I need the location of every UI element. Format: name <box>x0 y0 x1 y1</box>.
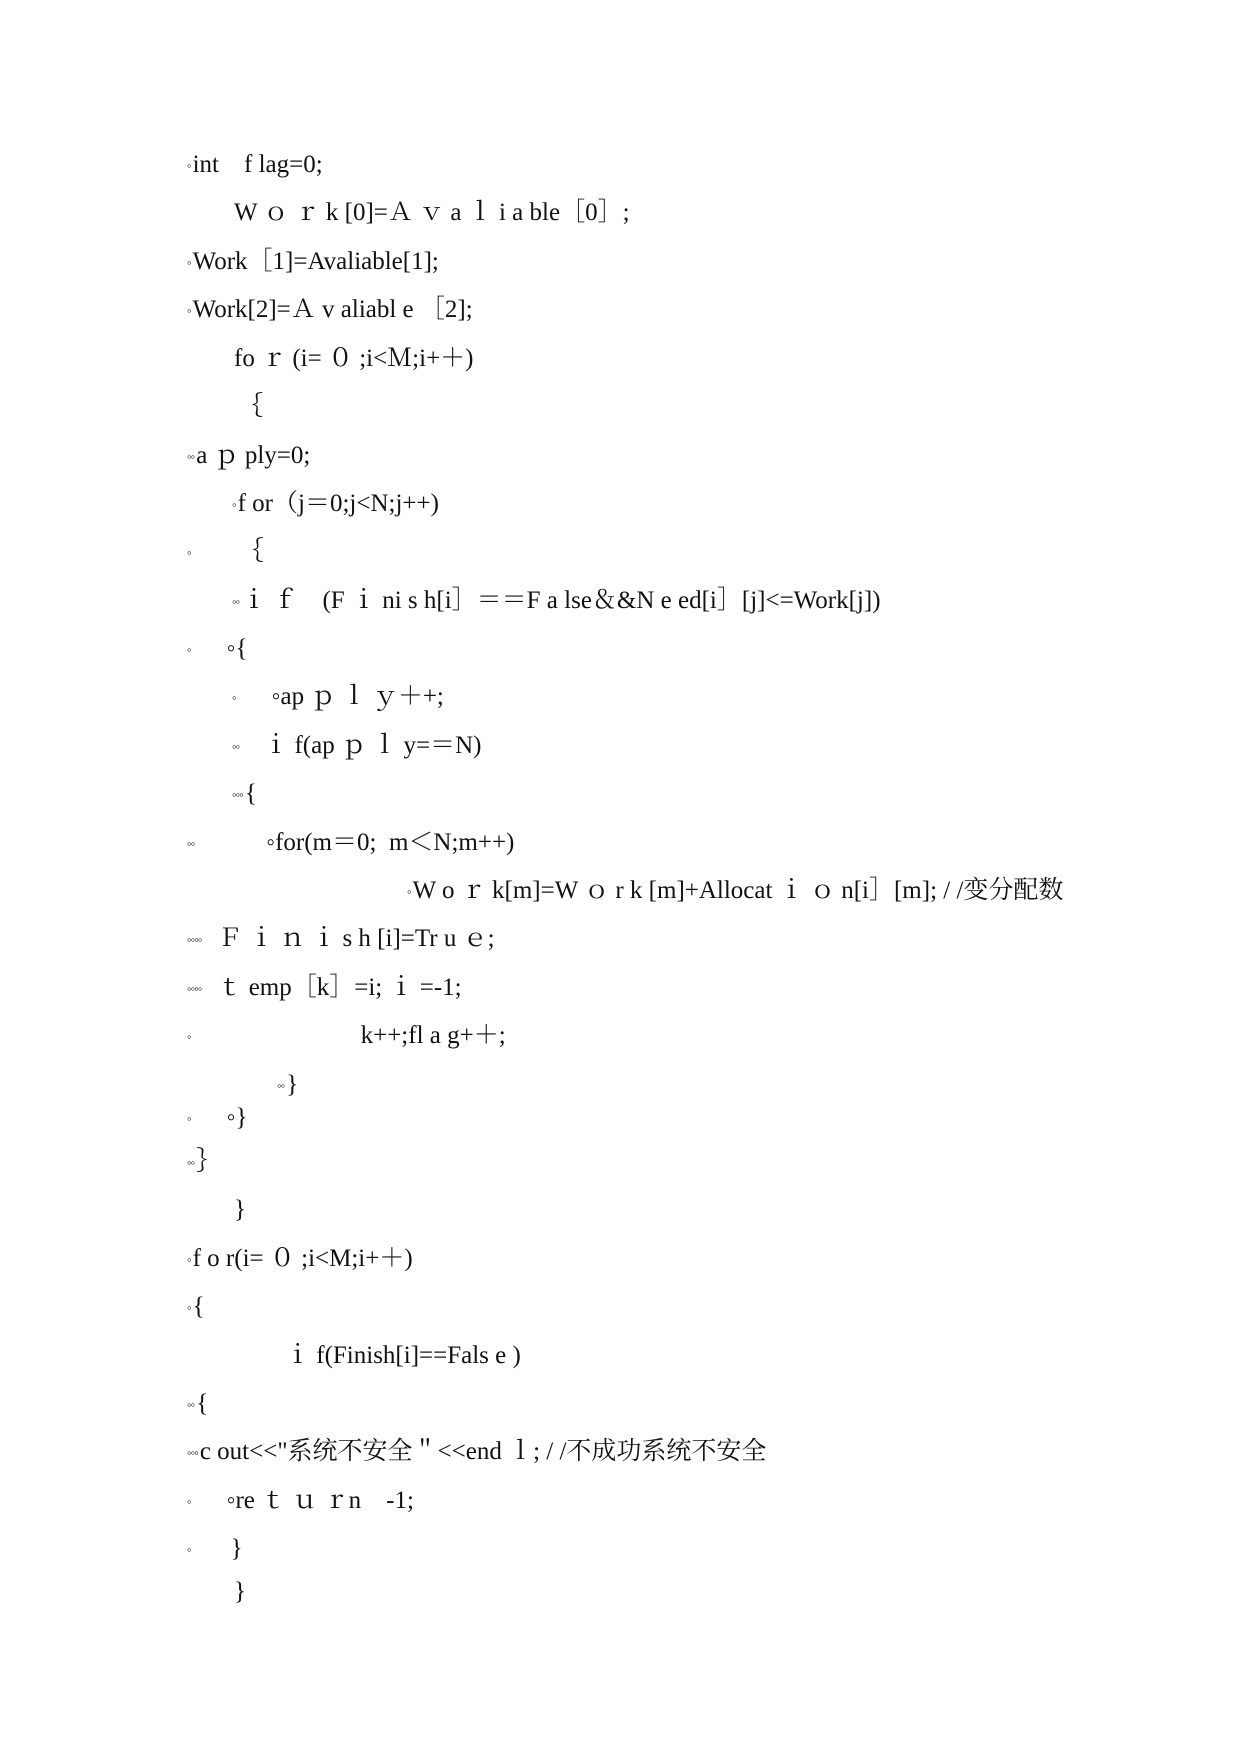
bullet-marks: ◦ <box>187 1111 191 1126</box>
code-line <box>187 1534 243 1565</box>
code-line <box>187 537 264 568</box>
bullet-marks: ◦ <box>187 158 191 173</box>
code-text: W o ｒ k[m]=W ｏ r k [m]+Allocat ｉ ｏ n[i］[m]; / /变分配数 <box>412 877 1064 904</box>
bullet-marks: ◦ <box>187 1300 191 1315</box>
code-text: k++;fl a g+＋; <box>360 1022 506 1049</box>
code-line <box>187 828 514 859</box>
code-line <box>187 1103 247 1134</box>
code-line <box>187 247 439 278</box>
code-text: a ｐ ply=0; <box>196 442 311 469</box>
code-text: f o r(i= ０ ;i<M;i+＋) <box>192 1245 413 1272</box>
code-text: ◦{ <box>226 635 248 662</box>
code-text: ◦re ｔ ｕ ｒn -1; <box>226 1487 414 1514</box>
code-line <box>187 634 247 665</box>
code-line <box>277 1070 298 1101</box>
code-text: ｛ <box>238 393 264 420</box>
code-text: ◦} <box>226 1104 248 1131</box>
bullet-marks: ◦ <box>232 497 236 512</box>
code-line <box>232 1195 246 1226</box>
bullet-marks: ◦ <box>187 303 191 318</box>
code-line <box>187 295 473 326</box>
code-line <box>187 150 323 181</box>
code-line <box>187 1437 766 1468</box>
code-text: ｝ <box>196 1148 222 1175</box>
code-text: int f lag=0; <box>192 151 323 178</box>
code-line <box>232 586 881 617</box>
code-line <box>232 344 474 375</box>
code-line <box>187 924 495 955</box>
code-text: } <box>230 1535 243 1562</box>
code-text: } <box>286 1071 299 1098</box>
code-text: fo ｒ (i= ０ ;i<Ｍ;i+＋) <box>234 345 474 372</box>
bullet-marks: ◦ <box>187 1029 191 1044</box>
code-line <box>232 731 481 762</box>
code-text: { <box>196 1390 209 1417</box>
bullet-marks: ◦ <box>407 884 411 899</box>
bullet-marks: ◦◦ <box>187 836 195 851</box>
code-line <box>232 198 630 229</box>
bullet-marks: ◦ <box>187 1494 191 1509</box>
code-text: ｉ f(ap ｐ ｌ y=＝N) <box>263 732 482 759</box>
code-line <box>187 441 310 472</box>
code-text: { <box>244 780 257 807</box>
code-text: ｉ ｆ (F ｉ ni s h[i］＝＝F a lse＆&N e ed[i］[j]<=Work[j]) <box>241 587 881 614</box>
bullet-marks: ◦ <box>187 545 191 560</box>
code-text: Work[2]=Ａ v aliabl e ［2]; <box>192 296 473 323</box>
bullet-marks: ◦ <box>232 690 236 705</box>
bullet-marks: ◦◦ <box>232 594 240 609</box>
bullet-marks: ◦ <box>187 642 191 657</box>
code-text: ｉ f(Finish[i]==Fals e ) <box>285 1342 521 1369</box>
bullet-marks: ◦ <box>187 1542 191 1557</box>
code-line <box>283 1341 521 1372</box>
bullet-marks: ◦ <box>187 255 191 270</box>
code-text: ◦ap ｐ ｌ ｙ＋+; <box>271 683 444 710</box>
code-text: ｔ emp［k］=i; ｉ =-1; <box>217 974 462 1001</box>
code-text: Ｆ ｉ ｎ ｉ s h [i]=Tr u ｅ; <box>217 925 495 952</box>
bullet-marks: ◦◦ <box>232 739 240 754</box>
code-text: W ｏ ｒ k [0]=Ａ ｖ a ｌ i a ble［0］; <box>234 199 630 226</box>
code-line <box>232 779 257 810</box>
bullet-marks: ◦◦ <box>187 449 195 464</box>
code-text: } <box>234 1196 246 1223</box>
bullet-marks: ◦ <box>187 1252 191 1267</box>
code-text: ｛ <box>238 538 264 565</box>
bullet-marks: ◦◦◦ <box>187 1445 198 1460</box>
code-text: c out<<"系统不安全＂<<end ｌ; / /不成功系统不安全 <box>199 1438 767 1465</box>
code-line <box>232 489 439 520</box>
bullet-marks: ◦◦ <box>187 1397 195 1412</box>
code-line <box>187 1486 414 1517</box>
code-line <box>187 973 462 1004</box>
code-line <box>407 876 1063 907</box>
code-line <box>187 1389 208 1420</box>
code-text: } <box>234 1578 246 1605</box>
bullet-marks: ◦◦◦◦ <box>187 932 202 947</box>
code-text: Work［1]=Avaliable[1]; <box>192 248 439 275</box>
bullet-marks: ◦◦◦◦ <box>187 981 202 996</box>
code-line <box>187 1244 413 1275</box>
code-line <box>236 392 263 423</box>
code-line <box>187 1292 205 1323</box>
code-line <box>232 682 444 713</box>
code-line <box>232 1577 246 1608</box>
code-line <box>187 1147 221 1178</box>
bullet-marks: ◦◦◦ <box>232 787 243 802</box>
bullet-marks: ◦◦ <box>187 1155 195 1170</box>
bullet-marks: ◦◦ <box>277 1078 285 1093</box>
code-text: ◦for(m＝0; m＜N;m++) <box>266 829 515 856</box>
code-text: f or（j＝0;j<N;j++) <box>237 490 439 517</box>
code-line <box>187 1021 506 1052</box>
code-text: { <box>192 1293 205 1320</box>
